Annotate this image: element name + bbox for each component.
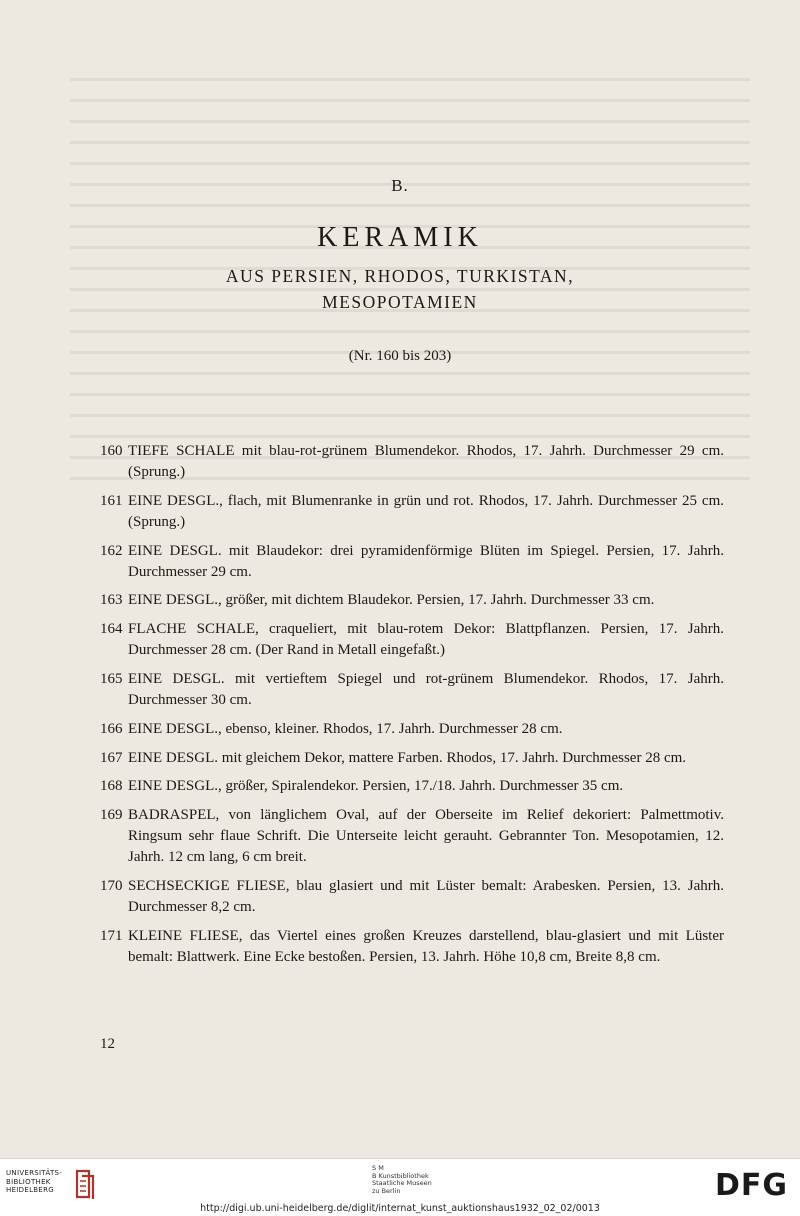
catalog-entries (100, 441, 724, 976)
subtitle-line-1: AUS PERSIEN, RHODOS, TURKISTAN, (225, 266, 575, 286)
entry-number: 165 (100, 670, 123, 687)
entry-number: 163 (100, 592, 123, 609)
section-letter: B. (391, 176, 409, 195)
logo-line: B Kunstbibliothek (372, 1171, 429, 1180)
catalog-entry (100, 541, 724, 583)
catalog-entry (100, 491, 724, 533)
logo-line: Staatliche Museen (372, 1179, 432, 1187)
entry-text: KLEINE FLIESE, das Viertel eines großen Kreuzes darstellend, blau-glasiert und mit Lüster bemalt: Blattwerk. Eine Ecke bestoßen. Persien, 13. Jahrh. Höhe 10,8 cm, Breite 8,8 cm. (128, 927, 724, 965)
footer-bar (0, 1158, 800, 1216)
logo-line: S M (372, 1164, 384, 1172)
university-library-logo[interactable] (6, 1169, 62, 1195)
entry-text: EINE DESGL., größer, Spiralendekor. Persien, 17./18. Jahrh. Durchmesser 35 cm. (128, 778, 624, 795)
entry-number: 164 (100, 621, 123, 638)
entry-number: 162 (100, 542, 123, 559)
entry-text: FLACHE SCHALE, craqueliert, mit blau-rotem Dekor: Blattpflanzen. Persien, 17. Jahrh. Durchmesser 28 cm. (Der Rand in Metall eingefaßt.) (128, 621, 724, 659)
logo-line: BIBLIOTHEK (6, 1177, 51, 1186)
catalog-entry (100, 876, 724, 918)
logo-line: UNIVERSITÄTS- (6, 1169, 63, 1177)
entry-number: 161 (100, 492, 123, 509)
entry-number: 166 (100, 720, 123, 737)
entry-text: EINE DESGL., größer, mit dichtem Blaudekor. Persien, 17. Jahrh. Durchmesser 33 cm. (128, 592, 655, 609)
section-title: KERAMIK (317, 222, 483, 253)
entry-text: EINE DESGL. mit Blaudekor: drei pyramidenförmige Blüten im Spiegel. Persien, 17. Jahrh. Durchmesser 29 cm. (128, 542, 724, 580)
entry-text: EINE DESGL., ebenso, kleiner. Rhodos, 17. Jahrh. Durchmesser 28 cm. (128, 720, 563, 737)
entry-number: 171 (100, 927, 123, 944)
kunstbibliothek-logo[interactable] (372, 1165, 432, 1195)
entry-number: 170 (100, 877, 123, 894)
entry-text: EINE DESGL., flach, mit Blumenranke in grün und rot. Rhodos, 17. Jahrh. Durchmesser 25 cm. (Sprung.) (128, 492, 724, 530)
catalog-entry (100, 619, 724, 661)
catalog-entry (100, 441, 724, 483)
entry-number: 167 (100, 749, 123, 766)
catalog-entry (100, 719, 724, 740)
catalog-entry (100, 748, 724, 769)
logo-line: HEIDELBERG (6, 1186, 54, 1194)
entry-text: BADRASPEL, von länglichem Oval, auf der Oberseite im Relief dekoriert: Palmettmotiv. Ringsum sehr flaue Schrift. Die Unterseite leicht gerauht. Gebrannter Ton. Mesopotamien, 12. Jahrh. 12 cm lang, 6 cm breit. (128, 807, 724, 866)
catalog-entry (100, 776, 724, 797)
permalink-url[interactable]: http://digi.ub.uni-heidelberg.de/diglit/internat_kunst_auktionshaus1932_02_02/0013 (200, 1203, 600, 1214)
lot-range: (Nr. 160 bis 203) (348, 348, 452, 364)
logo-line: zu Berlin (372, 1186, 401, 1195)
entry-number: 160 (100, 443, 123, 459)
entry-number: 168 (100, 778, 123, 795)
page-number: 12 (100, 1036, 115, 1052)
entry-text: EINE DESGL. mit vertieftem Spiegel und rot-grünem Blumendekor. Rhodos, 17. Jahrh. Durchmesser 30 cm. (128, 670, 724, 708)
entry-text: EINE DESGL. mit gleichem Dekor, mattere Farben. Rhodos, 17. Jahrh. Durchmesser 28 cm. (128, 749, 687, 766)
subtitle-line-2: MESOPOTAMIEN (322, 292, 478, 312)
dfg-logo[interactable]: DFG (714, 1168, 788, 1203)
entry-number: 169 (100, 807, 123, 824)
catalog-entry (100, 590, 724, 611)
catalog-entry (100, 805, 724, 868)
heidelberg-seal-icon (74, 1167, 96, 1201)
entry-text: TIEFE SCHALE mit blau-rot-grünem Blumendekor. Rhodos, 17. Jahrh. Durchmesser 29 cm. (Sprung.) (128, 443, 724, 480)
entry-text: SECHSECKIGE FLIESE, blau glasiert und mit Lüster bemalt: Arabesken. Persien, 13. Jahrh. Durchmesser 8,2 cm. (128, 877, 724, 915)
catalog-entry (100, 669, 724, 711)
catalog-entry (100, 926, 724, 968)
